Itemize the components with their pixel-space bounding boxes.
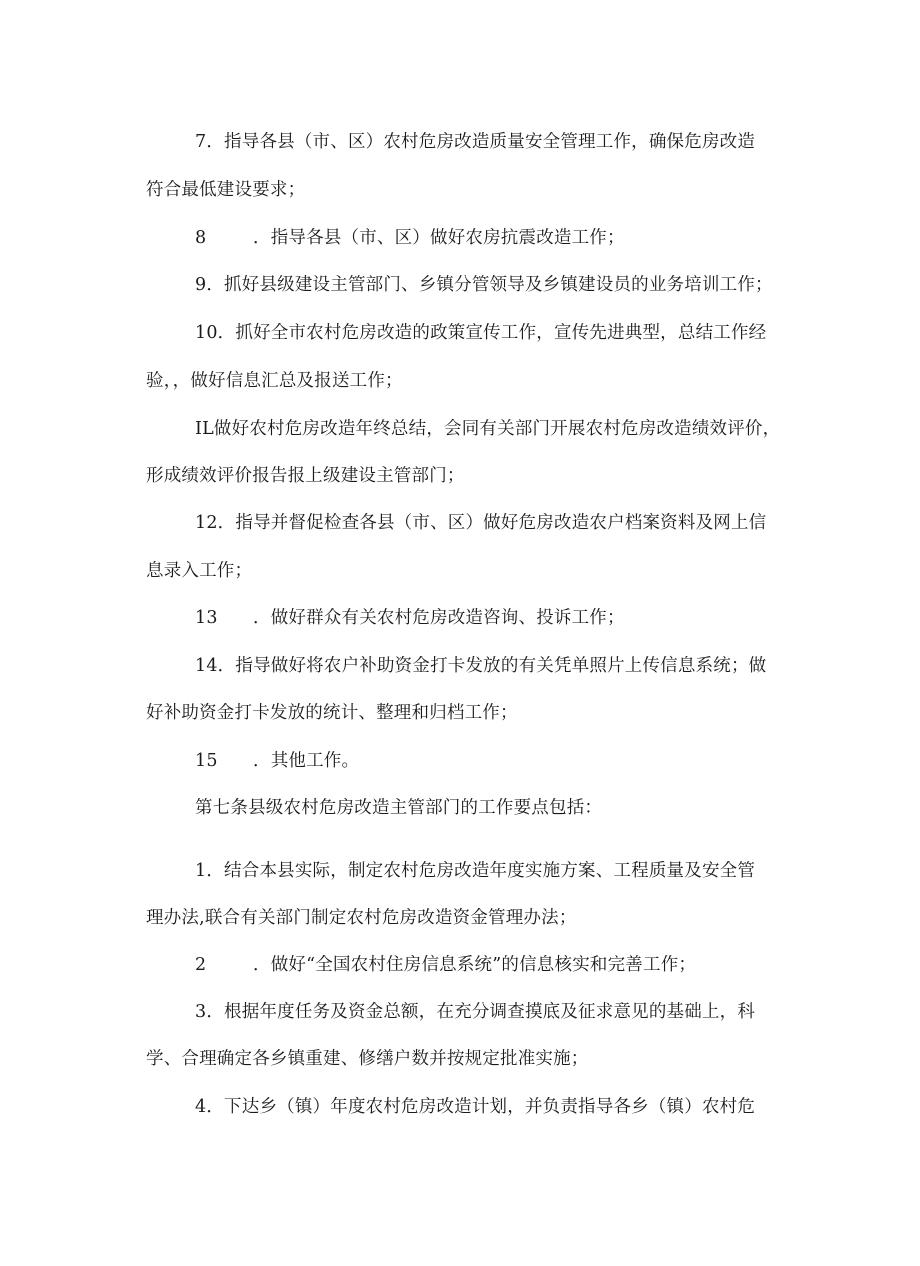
item-text: ．指导并督促检查各县（市、区）做好危房改造农户档案资料及网上信 [217, 513, 767, 533]
article-heading: 第七条县级农村危房改造主管部门的工作要点包括： [195, 798, 603, 818]
item-13-line [195, 607, 625, 629]
item-12-continuation: 息录入工作； [146, 561, 253, 581]
item-number: 9 [195, 275, 207, 295]
item-text: IL做好农村危房改造年终总结，会同有关部门开展农村危房改造绩效评价， [195, 419, 781, 439]
item-text: ．结合本县实际，制定农村危房改造年度实施方案、工程质量及安全管 [206, 861, 756, 881]
item-11-continuation: 形成绩效评价报告报上级建设主管部门； [146, 466, 465, 486]
item-number: 3 [195, 1002, 207, 1022]
county-item-2-line [195, 954, 696, 976]
item-number: 1 [195, 861, 207, 881]
item-number: 4 [195, 1097, 207, 1117]
item-text: ．指导各县（市、区）做好农房抗震改造工作； [253, 228, 625, 248]
item-text: ．抓好全市农村危房改造的政策宣传工作，宣传先进典型，总结工作经 [217, 323, 767, 343]
item-10-line [195, 322, 766, 344]
item-10-continuation: 验，，做好信息汇总及报送工作； [146, 371, 403, 391]
county-item-4-line [195, 1096, 755, 1118]
item-text: ．其他工作。 [253, 751, 360, 771]
item-12-line [195, 512, 766, 534]
item-14-line [195, 655, 766, 677]
item-14-continuation: 好补助资金打卡发放的统计、整理和归档工作； [146, 703, 518, 723]
county-item-1-continuation: 理办法,联合有关部门制定农村危房改造资金管理办法； [146, 908, 577, 928]
item-number: 13 [195, 608, 218, 628]
county-item-3-line [195, 1001, 755, 1023]
item-text: ．做好“全国农村住房信息系统”的信息核实和完善工作； [253, 955, 697, 975]
county-item-3-continuation: 学、合理确定各乡镇重建、修缮户数并按规定批准实施； [146, 1049, 589, 1069]
item-11-line [195, 418, 780, 440]
item-text: ．做好群众有关农村危房改造咨询、投诉工作； [253, 608, 625, 628]
item-text: ．抓好县级建设主管部门、乡镇分管领导及乡镇建设员的业务培训工作； [206, 275, 773, 295]
county-item-1-line [195, 860, 755, 882]
item-number: 7 [195, 132, 207, 152]
item-number: 10 [195, 323, 218, 343]
item-9-line [195, 274, 773, 296]
item-text: ．下达乡（镇）年度农村危房改造计划，并负责指导各乡（镇）农村危 [206, 1097, 756, 1117]
item-number: 12 [195, 513, 218, 533]
item-text: ．根据年度任务及资金总额，在充分调查摸底及征求意见的基础上，科 [206, 1002, 756, 1022]
item-number: 15 [195, 751, 218, 771]
item-number: 2 [195, 955, 207, 975]
item-text: ．指导各县（市、区）农村危房改造质量安全管理工作，确保危房改造 [206, 132, 756, 152]
item-15-line [195, 750, 359, 772]
item-8-line [195, 227, 625, 249]
item-text: ．指导做好将农户补助资金打卡发放的有关凭单照片上传信息系统；做 [217, 656, 767, 676]
item-7-line [195, 131, 755, 153]
item-number: 8 [195, 228, 207, 248]
item-7-continuation: 符合最低建设要求； [146, 180, 306, 200]
item-number: 14 [195, 656, 218, 676]
